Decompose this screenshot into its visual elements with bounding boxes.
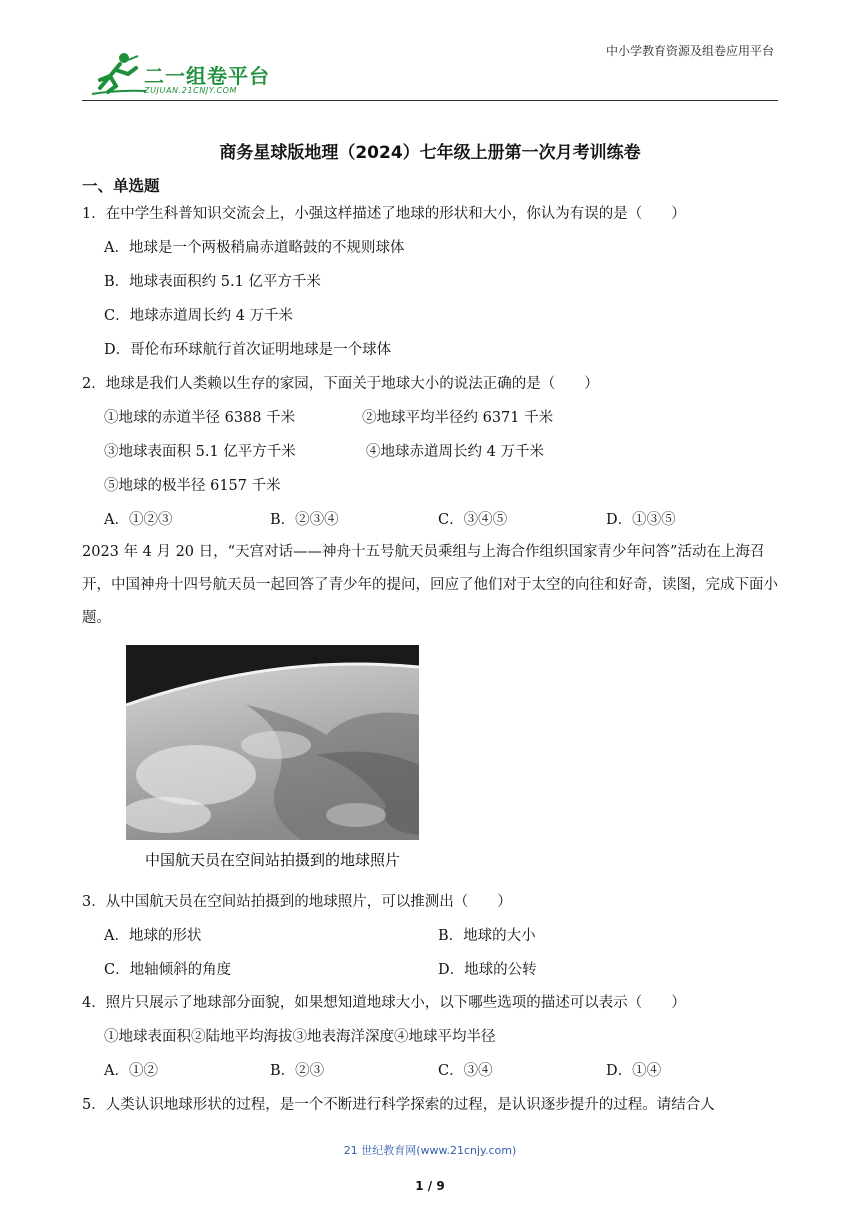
question-1-option-b: B．地球表面积约 5.1 亿平方千米 bbox=[104, 274, 321, 290]
header-divider bbox=[82, 100, 778, 101]
question-2-item-1: ①地球的赤道半径 6388 千米 bbox=[104, 410, 296, 426]
question-4-items: ①地球表面积②陆地平均海拔③地表海洋深度④地球平均半径 bbox=[104, 1029, 496, 1045]
page-number: 1 / 9 bbox=[415, 1179, 445, 1193]
page-title: 商务星球版地理（2024）七年级上册第一次月考训练卷 bbox=[219, 143, 641, 163]
question-1-option-a: A．地球是一个两极稍扁赤道略鼓的不规则球体 bbox=[104, 240, 405, 256]
earth-photo bbox=[126, 645, 419, 840]
question-2-item-4: ④地球赤道周长约 4 万千米 bbox=[366, 444, 544, 460]
section-heading: 一、单选题 bbox=[82, 177, 160, 195]
question-2-item-3: ③地球表面积 5.1 亿平方千米 bbox=[104, 444, 296, 460]
question-2-option-b: B．②③④ bbox=[270, 512, 339, 528]
question-2-item-2: ②地球平均半径约 6371 千米 bbox=[362, 410, 554, 426]
question-2-option-c: C．③④⑤ bbox=[438, 512, 508, 528]
question-3-option-a: A．地球的形状 bbox=[104, 928, 202, 944]
question-2-stem: 2．地球是我们人类赖以生存的家园，下面关于地球大小的说法正确的是（ ） bbox=[82, 376, 599, 392]
question-4-option-b: B．②③ bbox=[270, 1063, 325, 1079]
question-1-stem: 1．在中学生科普知识交流会上，小强这样描述了地球的形状和大小，你认为有误的是（ ） bbox=[82, 206, 686, 222]
question-2-item-5: ⑤地球的极半径 6157 千米 bbox=[104, 478, 281, 494]
logo-text: 二一组卷平台 bbox=[144, 64, 270, 88]
question-3-option-c: C．地轴倾斜的角度 bbox=[104, 962, 232, 978]
question-2-option-a: A．①②③ bbox=[104, 512, 173, 528]
question-4-stem: 4．照片只展示了地球部分面貌，如果想知道地球大小，以下哪些选项的描述可以表示（ ） bbox=[82, 995, 686, 1011]
footer-site-link[interactable]: 21 世纪教育网(www.21cnjy.com) bbox=[343, 1144, 517, 1157]
question-4-option-d: D．①④ bbox=[606, 1063, 662, 1079]
question-3-option-d: D．地球的公转 bbox=[438, 962, 537, 978]
question-3-stem: 3．从中国航天员在空间站拍摄到的地球照片，可以推测出（ ） bbox=[82, 894, 512, 910]
question-4-option-c: C．③④ bbox=[438, 1063, 493, 1079]
question-1-option-d: D．哥伦布环球航行首次证明地球是一个球体 bbox=[104, 342, 392, 358]
question-1-option-c: C．地球赤道周长约 4 万千米 bbox=[104, 308, 294, 324]
reading-passage: 2023 年 4 月 20 日，“天宫对话——神舟十五号航天员乘组与上海合作组织国家青少年问答”活动在上海召开，中国神舟十四号航天员一起回答了青少年的提问，回应了他们对于太空的向往和好奇，读图，完成下面小题。 bbox=[82, 544, 778, 626]
photo-caption: 中国航天员在空间站拍摄到的地球照片 bbox=[145, 851, 401, 869]
question-2-option-d: D．①③⑤ bbox=[606, 512, 676, 528]
logo-subtext: ZUJUAN.21CNJY.COM bbox=[144, 86, 238, 95]
question-5-stem: 5．人类认识地球形状的过程，是一个不断进行科学探索的过程，是认识逐步提升的过程。请结合人 bbox=[82, 1097, 715, 1113]
platform-name: 中小学教育资源及组卷应用平台 bbox=[605, 44, 774, 58]
question-4-option-a: A．①② bbox=[104, 1063, 158, 1079]
question-3-option-b: B．地球的大小 bbox=[438, 928, 536, 944]
